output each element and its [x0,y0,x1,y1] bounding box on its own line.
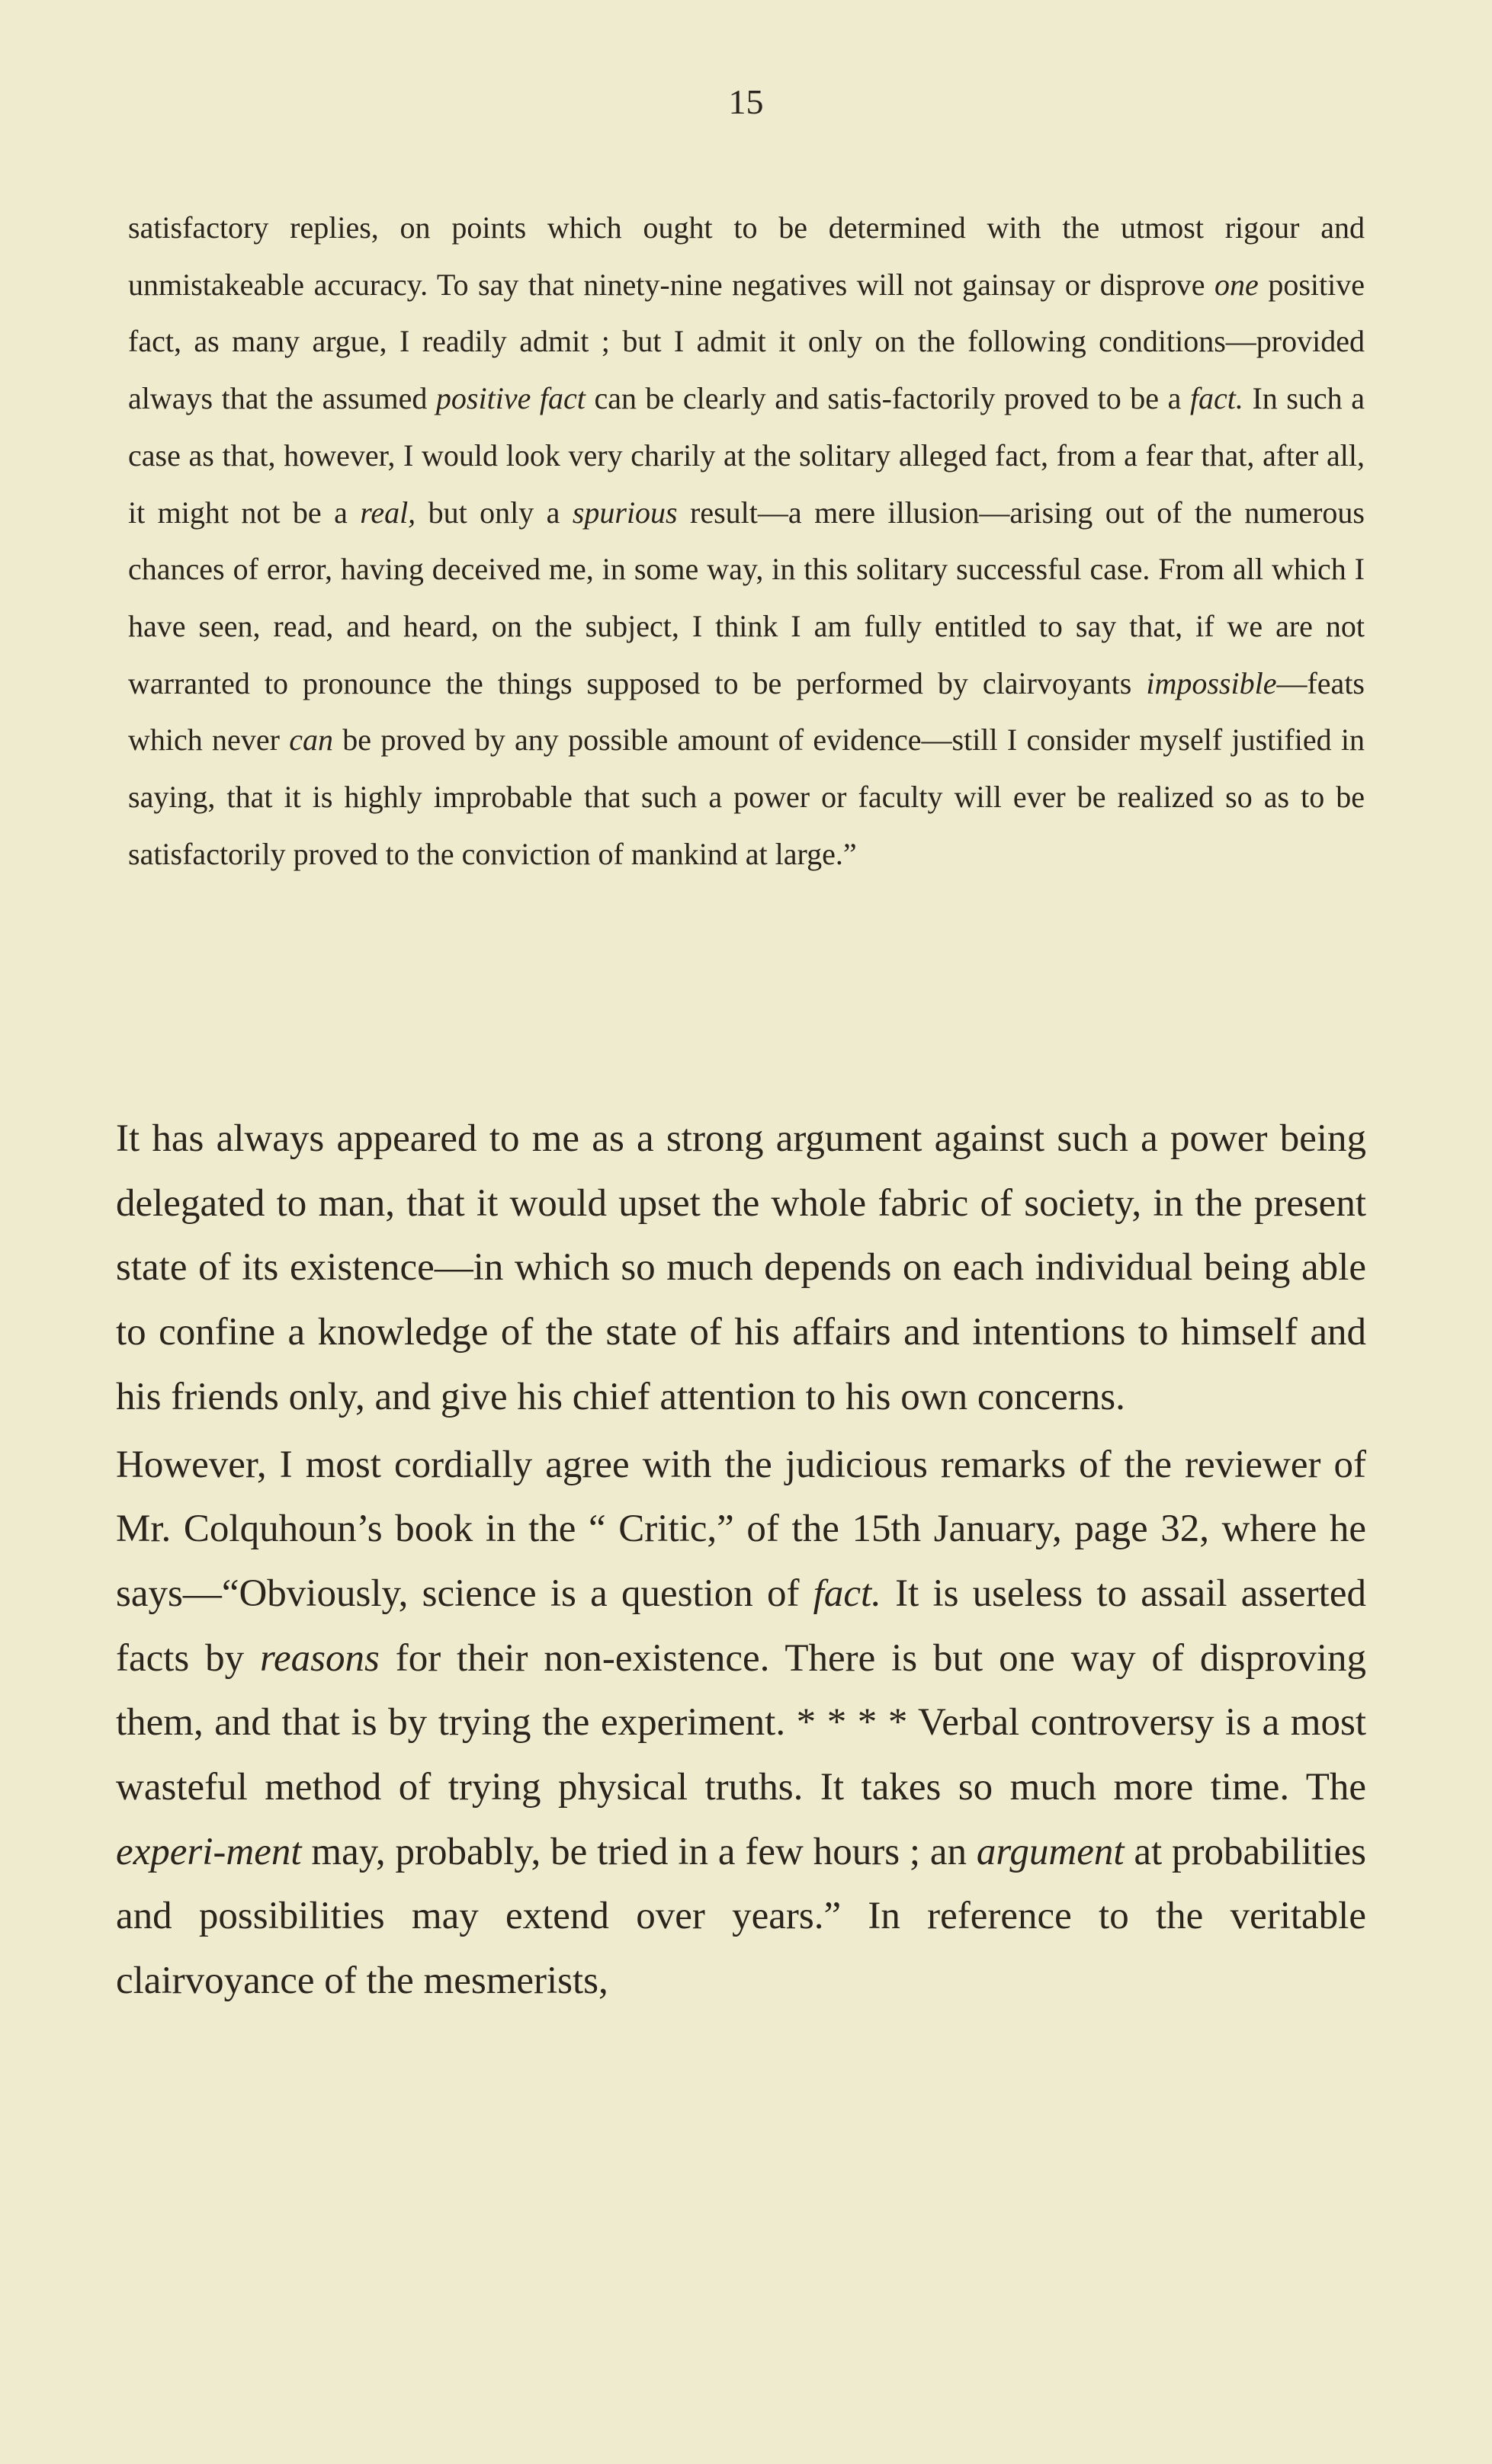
quote-text: can be clearly and satis-factorily proved to be a [585,381,1190,416]
page-number: 15 [728,82,764,121]
quote-text: In such a case as that, however, I would look very charily at the solitary alleged fact, from a fear that, after all, it might not be a [128,381,1365,530]
quote-emphasis: impossible [1146,665,1277,700]
main-text [116,1107,1366,2014]
body-text: may, probably, be tried in a few hours ; an [301,1830,977,1873]
quote-text: positive fact, as many argue, I readily admit ; but I admit it only on the following conditions—provided always that the assumed [128,267,1365,416]
body-text: for their non-existence. There is but one way of disproving them, and that is by trying the experiment. * * * * Verbal controversy is a most wasteful method of trying physical truths. It takes so much more time. The [116,1636,1366,1809]
quote-text: satisfactory replies, on points which ought to be determined with the utmost rigour and unmistakeable accuracy. To say that ninety-nine negatives will not gainsay or disprove [128,210,1365,302]
body-emphasis: argument [976,1830,1125,1873]
body-emphasis: reasons [260,1636,380,1680]
quote-emphasis: can [289,723,333,758]
quoted-passage [128,200,1365,883]
body-emphasis: experi-ment [116,1830,302,1873]
quote-text: be proved by any possible amount of evidence—still I consider myself justified in saying, that it is highly improbable that such a power or faculty will ever be realized so as to be satisfactorily proved to the conviction of mankind at large.” [128,723,1365,871]
quote-emphasis: spurious [572,495,678,530]
quote-emphasis: positive fact [435,381,586,416]
quote-emphasis: one [1214,267,1259,302]
quote-text: —feats which never [128,665,1365,758]
quote-text: result—a mere illusion—arising out of the numerous chances of error, having deceived me, in some way, in this solitary successful case. From all which I have seen, read, and heard, on the subject, I think I am fully entitled to say that, if we are not warranted to pronounce the things supposed to be performed by clairvoyants [128,495,1365,700]
body-text: at probabilities and possibilities may extend over years.” In reference to the veritable clairvoyance of the mesmerists, [116,1830,1366,2003]
quote-paragraph [128,200,1365,883]
body-paragraph-1: It has always appeared to me as a strong argument against such a power being delegated to man, that it would upset the whole fabric of society, in the present state of its existence—in which so much depends on each individual being able to confine a knowledge of the state of his affairs and intentions to himself and his friends only, and give his chief attention to his own concerns. [116,1117,1366,1418]
body-text: It is useless to assail asserted facts by [116,1572,1366,1680]
body-paragraph-2 [116,1433,1366,2014]
quote-emphasis: fact. [1189,381,1243,416]
body-text: However, I most cordially agree with the judicious remarks of the reviewer of Mr. Colquhoun’s book in the “ Critic,” of the 15th January, page 32, where he says—“Obviously, science is a question of [116,1443,1366,1615]
quote-text: but only a [416,495,573,530]
quote-emphasis: real, [360,495,416,530]
body-emphasis: fact. [813,1572,881,1615]
